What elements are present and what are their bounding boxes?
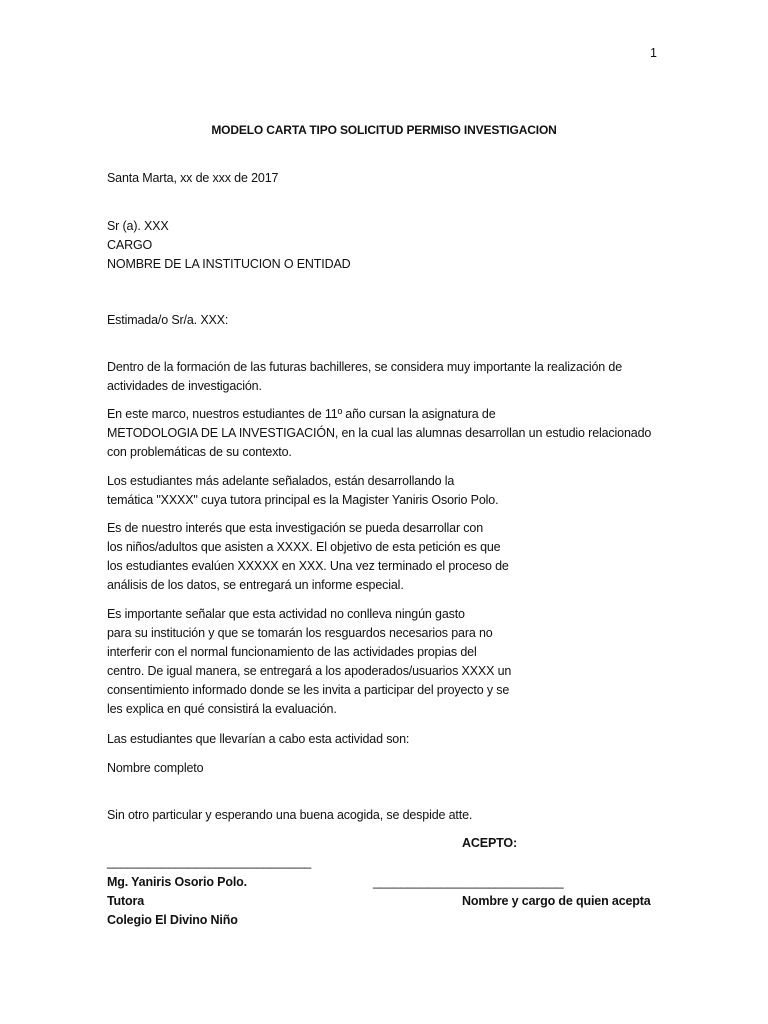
paragraph-line: consentimiento informado donde se les invita a participar del proyecto y se [107, 683, 510, 697]
paragraph-line: análisis de los datos, se entregará un informe especial. [107, 578, 404, 592]
paragraph-line: los estudiantes evalúen XXXXX en XXX. Una vez terminado el proceso de [107, 559, 509, 573]
paragraph-line: interferir con el normal funcionamiento de las actividades propias del [107, 645, 477, 659]
signer-name: Mg. Yaniris Osorio Polo. [107, 875, 247, 889]
recipient-institution: NOMBRE DE LA INSTITUCION O ENTIDAD [107, 257, 351, 271]
place-date: Santa Marta, xx de xxx de 2017 [107, 171, 279, 185]
signer-role: Tutora [107, 894, 145, 908]
recipient-position: CARGO [107, 238, 153, 252]
paragraph-5 [107, 605, 667, 719]
paragraph-4 [107, 519, 667, 595]
accept-label: ACEPTO: [462, 836, 517, 850]
document-title: MODELO CARTA TIPO SOLICITUD PERMISO INVESTIGACION [211, 123, 557, 137]
full-name-label: Nombre completo [107, 761, 204, 775]
paragraph-line: temática "XXXX" cuya tutora principal es la Magister Yaniris Osorio Polo. [107, 493, 499, 507]
page-number: 1 [650, 46, 657, 60]
paragraph-3 [107, 472, 667, 510]
paragraph-1 [107, 358, 667, 396]
paragraph-line: Los estudiantes más adelante señalados, están desarrollando la [107, 474, 455, 488]
paragraph-line: METODOLOGIA DE LA INVESTIGACIÓN, en la cual las alumnas desarrollan un estudio relacionado [107, 426, 652, 440]
paragraph-2 [107, 405, 667, 462]
paragraph-line: actividades de investigación. [107, 379, 262, 393]
acceptor-label: Nombre y cargo de quien acepta [462, 894, 651, 908]
paragraph-line: les explica en qué consistirá la evaluación. [107, 702, 337, 716]
salutation: Estimada/o Sr/a. XXX: [107, 313, 229, 327]
acceptor-signature-line: ____________________________ [373, 875, 564, 889]
paragraph-line: para su institución y que se tomarán los resguardos necesarios para no [107, 626, 493, 640]
students-intro: Las estudiantes que llevarían a cabo esta actividad son: [107, 732, 410, 746]
closing-line: Sin otro particular y esperando una buena acogida, se despide atte. [107, 808, 473, 822]
signer-institution: Colegio El Divino Niño [107, 913, 238, 927]
signature-line: ______________________________ [107, 855, 312, 869]
recipient-name: Sr (a). XXX [107, 219, 169, 233]
paragraph-line: En este marco, nuestros estudiantes de 11º año cursan la asignatura de [107, 407, 496, 421]
paragraph-line: con problemáticas de su contexto. [107, 445, 292, 459]
paragraph-line: Es importante señalar que esta actividad no conlleva ningún gasto [107, 607, 465, 621]
paragraph-line: Dentro de la formación de las futuras bachilleres, se considera muy importante la realización de [107, 360, 623, 374]
paragraph-line: los niños/adultos que asisten a XXXX. El objetivo de esta petición es que [107, 540, 501, 554]
paragraph-line: Es de nuestro interés que esta investigación se pueda desarrollar con [107, 521, 483, 535]
paragraph-line: centro. De igual manera, se entregará a los apoderados/usuarios XXXX un [107, 664, 512, 678]
